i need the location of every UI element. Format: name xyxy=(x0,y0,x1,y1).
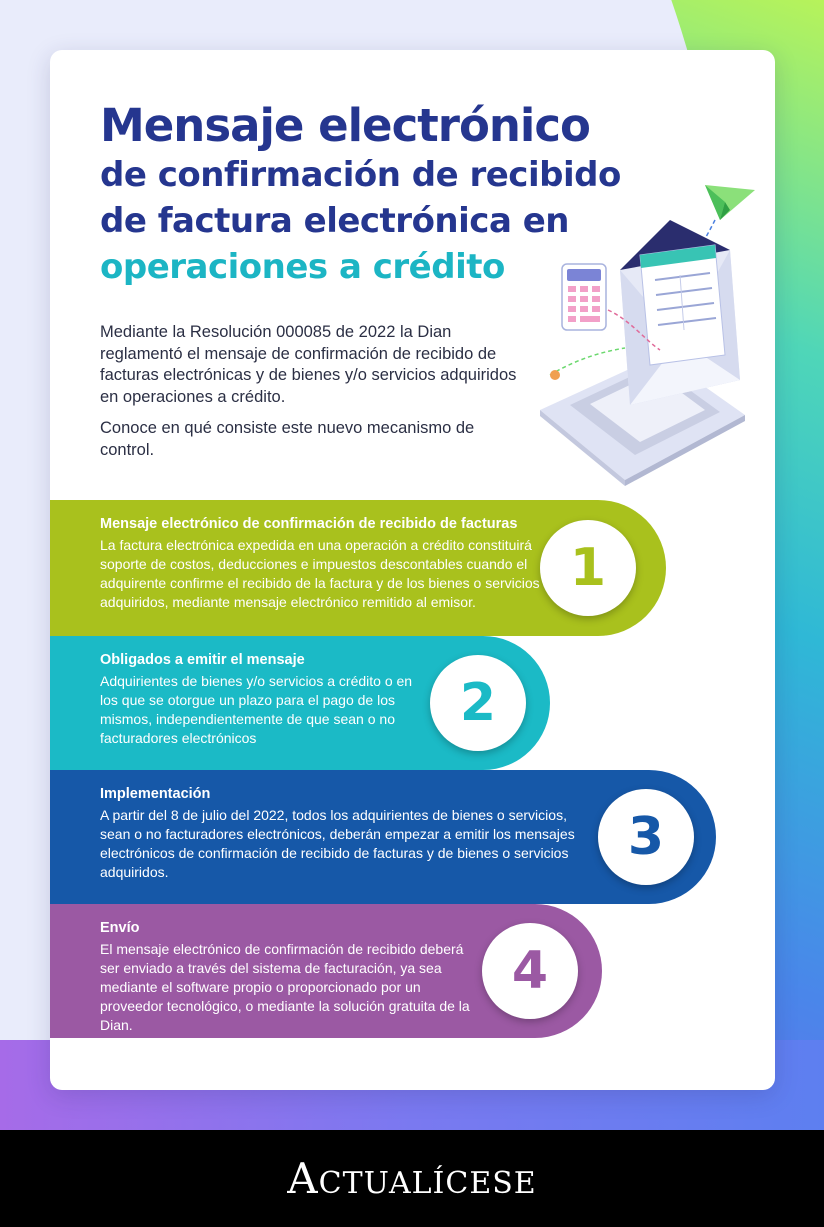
step-4-number: 4 xyxy=(482,923,578,1019)
title-line-4: operaciones a crédito xyxy=(100,247,505,287)
intro-text xyxy=(100,322,530,461)
step-1-body: La factura electrónica expedida en una operación a crédito constituirá soporte de costos, deducciones e impuestos descontables cuando el adquirente confirme el recibido de la factura y de los bienes o servicios adquiridos, mediante mensaje electrónico remitido al emisor. xyxy=(100,537,540,610)
laptop-envelope-illustration xyxy=(530,180,760,490)
brand-rest: CTUALÍCESE xyxy=(318,1166,537,1201)
step-1 xyxy=(50,500,666,636)
invoice-icon xyxy=(640,245,725,365)
footer-bar xyxy=(0,1130,824,1227)
brand-logo[interactable] xyxy=(287,1154,536,1203)
calculator-icon xyxy=(562,264,606,330)
intro-paragraph-2: Conoce en qué consiste este nuevo mecanismo de control. xyxy=(100,419,475,459)
step-1-number: 1 xyxy=(540,520,636,616)
step-2 xyxy=(50,636,550,770)
brand-initial: A xyxy=(287,1154,319,1203)
step-4-heading: Envío xyxy=(100,920,140,936)
title-line-2: de confirmación de recibido xyxy=(100,155,621,195)
step-3-heading: Implementación xyxy=(100,786,211,802)
step-4-body: El mensaje electrónico de confirmación de recibido deberá ser enviado a través del sistema de facturación, ya sea mediante el software propio o proporcionado por un proveedor tecnológico, o mediante la solución gratuita de la Dian. xyxy=(100,941,470,1033)
title-line-3: de factura electrónica en xyxy=(100,201,569,241)
intro-paragraph-1: Mediante la Resolución 000085 de 2022 la Dian reglamentó el mensaje de confirmación de recibido de facturas electrónicas y de bienes y/o servicios adquiridos en operaciones a crédito. xyxy=(100,323,517,406)
step-2-body: Adquirientes de bienes y/o servicios a crédito o en los que se otorgue un plazo para el pago de los mismos, independientemente de que sean o no facturadores electrónicos xyxy=(100,673,413,746)
step-4 xyxy=(50,904,602,1038)
step-3 xyxy=(50,770,716,904)
step-2-number: 2 xyxy=(430,655,526,751)
title-line-1: Mensaje electrónico xyxy=(100,99,590,152)
step-1-heading: Mensaje electrónico de confirmación de recibido de facturas xyxy=(100,516,518,532)
step-3-body: A partir del 8 de julio del 2022, todos los adquirientes de bienes o servicios, sean o no facturadores electrónicos, deberán empezar a emitir los mensajes electrónicos de confirmación de recibido de facturas y de bienes o servicios adquiridos. xyxy=(100,807,575,880)
step-3-number: 3 xyxy=(598,789,694,885)
paper-plane-icon xyxy=(705,185,755,220)
step-2-heading: Obligados a emitir el mensaje xyxy=(100,652,305,668)
